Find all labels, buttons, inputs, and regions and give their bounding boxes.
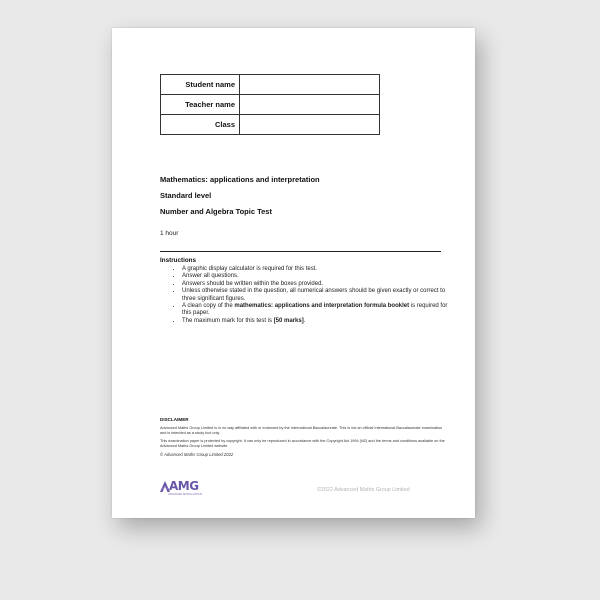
amg-logo xyxy=(159,478,203,500)
booklet-text-bold: mathematics: applications and interpretation formula booklet xyxy=(234,303,410,310)
marks-text-pre: The maximum mark for this test is xyxy=(182,317,274,324)
booklet-text-post: is required for this paper. xyxy=(182,303,448,317)
class-field[interactable] xyxy=(240,115,380,135)
disclaimer-block xyxy=(160,417,445,457)
list-item: • Unless otherwise stated in the question, all numerical answers should be given exactly or correct to three significant figures. xyxy=(182,288,450,303)
marks-text-post: . xyxy=(303,317,306,324)
teacher-name-row xyxy=(161,95,380,115)
exam-paper xyxy=(112,28,475,518)
class-row xyxy=(161,115,380,135)
list-item: • Answers should be written within the boxes provided. xyxy=(182,281,450,288)
list-item xyxy=(182,303,450,318)
disclaimer-copyright: © Advanced Maths Group Limited 2022 xyxy=(160,452,234,457)
instructions-heading: Instructions xyxy=(160,257,197,264)
teacher-name-field[interactable] xyxy=(240,95,380,115)
student-info-table xyxy=(160,74,380,135)
paper-titles xyxy=(160,175,320,223)
list-item: • A graphic display calculator is required for this test. xyxy=(182,266,450,273)
divider xyxy=(160,251,441,252)
list-item: • Answer all questions. xyxy=(182,273,450,280)
duration-text: 1 hour xyxy=(160,230,179,237)
test-title: Number and Algebra Topic Test xyxy=(160,207,272,216)
booklet-text-pre: A clean copy of the xyxy=(182,303,235,310)
class-label: Class xyxy=(161,115,240,135)
list-item xyxy=(182,318,450,325)
instructions-list xyxy=(174,266,450,325)
student-name-row xyxy=(161,75,380,95)
disclaimer-heading: DISCLAIMER xyxy=(160,417,189,422)
teacher-name-label: Teacher name xyxy=(161,95,240,115)
student-name-field[interactable] xyxy=(240,75,380,95)
marks-text-bold: [50 marks] xyxy=(273,317,304,324)
student-name-label: Student name xyxy=(161,75,240,95)
level-title: Standard level xyxy=(160,191,212,200)
logo-text: AMG xyxy=(169,479,199,493)
disclaimer-paragraph: This examination paper is protected by copyright. It can only be reproduced in accordance with the Copyright Act 1994 (NZ) and the terms and conditions available on the Advanced Maths Group Limited website. xyxy=(160,439,445,448)
footer-copyright: ©2022 Advanced Maths Group Limited xyxy=(317,487,410,493)
subject-title: Mathematics: applications and interpretation xyxy=(160,175,320,184)
logo-tagline: ADVANCED MATHS GROUP xyxy=(168,493,203,496)
disclaimer-paragraph: Advanced Maths Group Limited is in no way affiliated with or endorsed by the International Baccalaureate. This is not an official International Baccalaureate examination and is intended as a study tool only. xyxy=(160,426,443,435)
